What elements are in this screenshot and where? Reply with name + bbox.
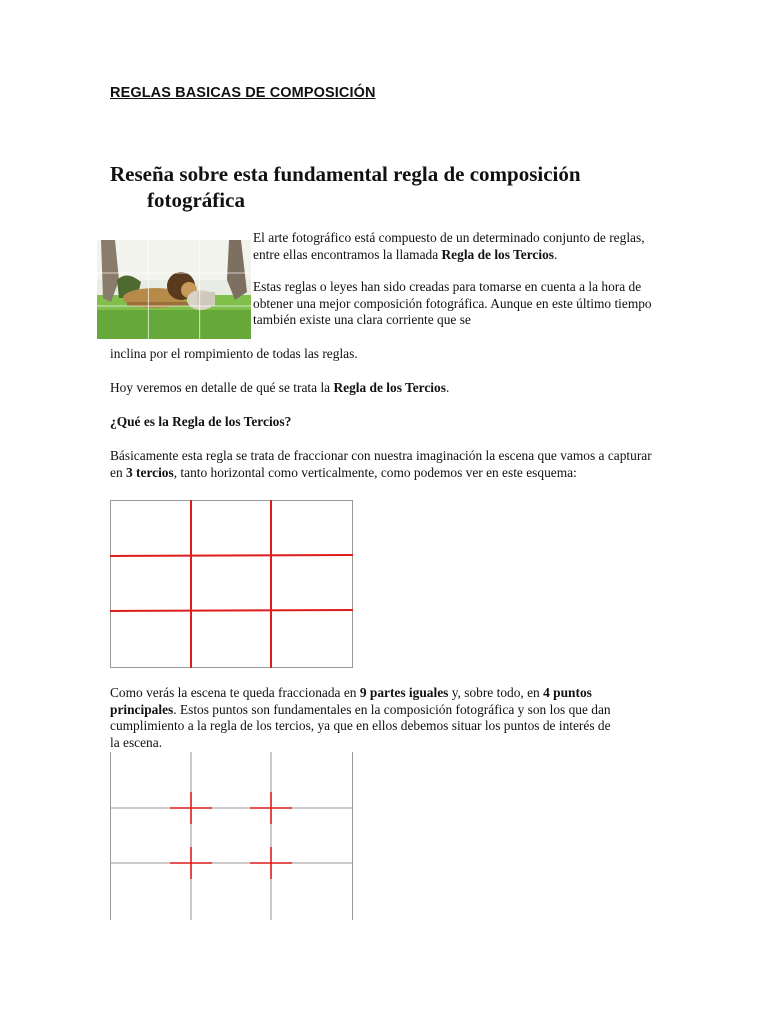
thirds-grid-svg (110, 500, 353, 668)
document-title (110, 161, 670, 213)
p5-text-2: y, sobre todo, en (448, 685, 544, 700)
p5-bold-1: 9 partes iguales (359, 685, 449, 700)
p4-end: , tanto horizontal como verticalmente, como podemos ver en este esquema: (173, 464, 577, 480)
p4-text: Básicamente esta regla se trata de fraccionar con nuestra imaginación la escena que vamos a capturar en (110, 448, 652, 480)
p3-bold: Regla de los Tercios (333, 380, 446, 395)
paragraph-nine-parts (110, 685, 622, 751)
p3-text: Hoy veremos en detalle de qué se trata la (110, 380, 334, 395)
lion-photo (97, 240, 251, 339)
intro-text (253, 230, 658, 329)
p3-end: . (445, 380, 450, 395)
intro-p1-bold: Regla de los Tercios (441, 246, 554, 262)
title-line-2: fotográfica (147, 188, 245, 212)
lion-photo-svg (97, 240, 251, 339)
p5-bold-2: 4 puntos principales (110, 685, 592, 717)
intro-paragraph-2-tail: inclina por el rompimiento de todas las reglas. (110, 346, 358, 361)
document-header: REGLAS BASICAS DE COMPOSICIÓN (110, 85, 376, 101)
paragraph-today (110, 380, 665, 397)
question-text: ¿Qué es la Regla de los Tercios? (110, 414, 292, 429)
power-points-svg (110, 752, 353, 920)
thirds-grid-diagram (110, 500, 353, 668)
intro-p1-end: . (553, 246, 558, 262)
intro-paragraph-1 (253, 230, 658, 263)
paragraph-basic (110, 448, 655, 481)
p5-text: Como verás la escena te queda fraccionada en (110, 685, 360, 700)
question-heading (110, 414, 665, 431)
power-points-diagram (110, 752, 353, 920)
intro-paragraph-2: Estas reglas o leyes han sido creadas para tomarse en cuenta a la hora de obtener una mejor composición fotográfica. Aunque en este último tiempo también existe una clara corriente que se (253, 279, 652, 328)
p4-bold: 3 tercios (126, 464, 174, 480)
p5-text-3: . Estos puntos son fundamentales en la composición fotográfica y son los que dan cumplimiento a la regla de los tercios, ya que en ellos debemos situar los puntos de interés de la escena. (110, 701, 611, 750)
title-line-1: Reseña sobre esta fundamental regla de composición (110, 162, 581, 186)
intro-p1-text: El arte fotográfico está compuesto de un determinado conjunto de reglas, entre ellas encontramos la llamada (253, 230, 645, 262)
